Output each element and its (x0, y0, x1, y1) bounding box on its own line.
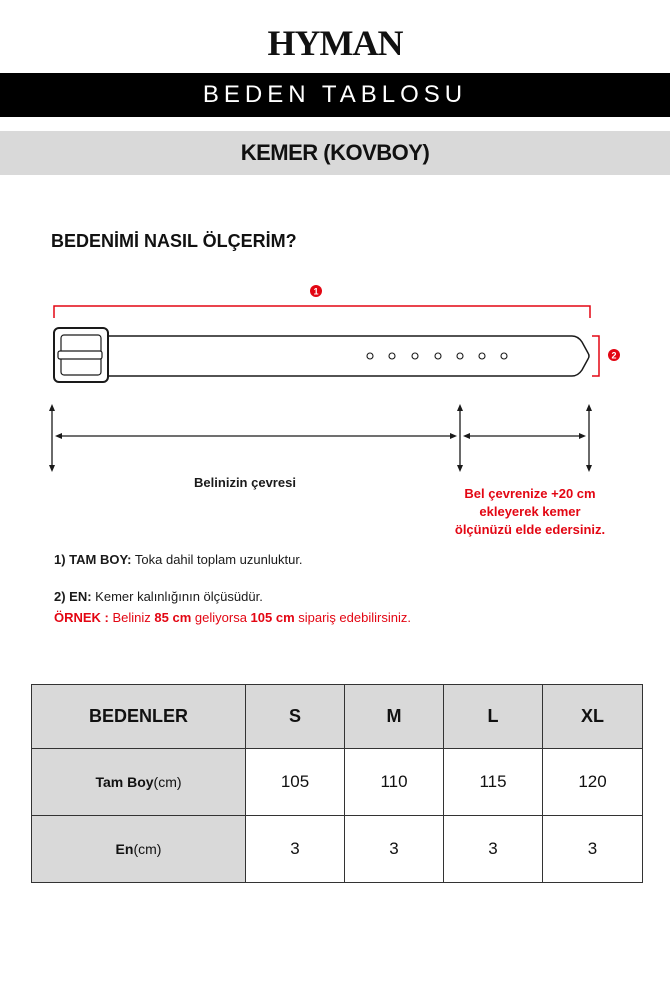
example-value-1: 85 cm (154, 610, 192, 625)
belt-diagram (0, 0, 670, 480)
header-size-s: S (246, 685, 345, 749)
add-note-line-1: Bel çevrenize +20 cm (464, 486, 596, 501)
cell-width-m: 3 (345, 816, 444, 883)
belt-illustration (54, 328, 589, 382)
table-row (32, 816, 643, 883)
example-text-1: Beliniz (108, 610, 155, 625)
marker-1-label: 1 (313, 286, 319, 297)
width-bracket (592, 336, 599, 376)
row-label-full-length-unit: (cm) (153, 774, 182, 790)
definition-full-length-key: 1) TAM BOY: (54, 552, 132, 567)
row-label-full-length-name: Tam Boy (95, 774, 154, 790)
example-text-3: sipariş edebilirsiniz. (294, 610, 411, 625)
size-table (31, 684, 643, 883)
row-label-full-length (32, 749, 246, 816)
definition-width (54, 589, 263, 604)
example-value-2: 105 cm (250, 610, 295, 625)
marker-2-icon (608, 349, 620, 361)
row-label-width-unit: (cm) (133, 841, 162, 857)
definition-full-length-text: Toka dahil toplam uzunluktur. (131, 552, 303, 567)
row-label-width (32, 816, 246, 883)
table-header-row (32, 685, 643, 749)
add-note-line-2: ekleyerek kemer (479, 504, 581, 519)
definition-width-key: 2) EN: (54, 589, 92, 604)
definition-full-length (54, 552, 303, 567)
cell-full-length-m: 110 (345, 749, 444, 816)
header-size-m: M (345, 685, 444, 749)
marker-2-label: 2 (611, 350, 617, 361)
example-text-2: geliyorsa (191, 610, 251, 625)
cell-full-length-l: 115 (444, 749, 543, 816)
how-to-measure-title: BEDENİMİ NASIL ÖLÇERİM? (51, 231, 297, 251)
add-note-line-3: ölçünüzü elde edersiniz. (454, 522, 606, 537)
header-size-xl: XL (543, 685, 643, 749)
add-20cm-note (420, 485, 640, 539)
marker-1-icon (310, 285, 322, 297)
brand-logo: HYMAN (267, 23, 403, 63)
header-size-l: L (444, 685, 543, 749)
row-label-width-name: En (115, 841, 134, 857)
product-title: KEMER (KOVBOY) (0, 131, 670, 175)
size-chart-banner: BEDEN TABLOSU (0, 73, 670, 117)
cell-width-s: 3 (246, 816, 345, 883)
header-sizes: BEDENLER (32, 685, 246, 749)
full-length-bracket (54, 306, 590, 318)
definition-width-text: Kemer kalınlığının ölçüsüdür. (91, 589, 263, 604)
waist-circumference-label: Belinizin çevresi (194, 475, 296, 490)
example-key: ÖRNEK : (54, 610, 109, 625)
table-row (32, 749, 643, 816)
example-note (54, 610, 411, 625)
cell-full-length-s: 105 (246, 749, 345, 816)
cell-width-xl: 3 (543, 816, 643, 883)
cell-full-length-xl: 120 (543, 749, 643, 816)
measurement-arrows (49, 404, 592, 472)
cell-width-l: 3 (444, 816, 543, 883)
